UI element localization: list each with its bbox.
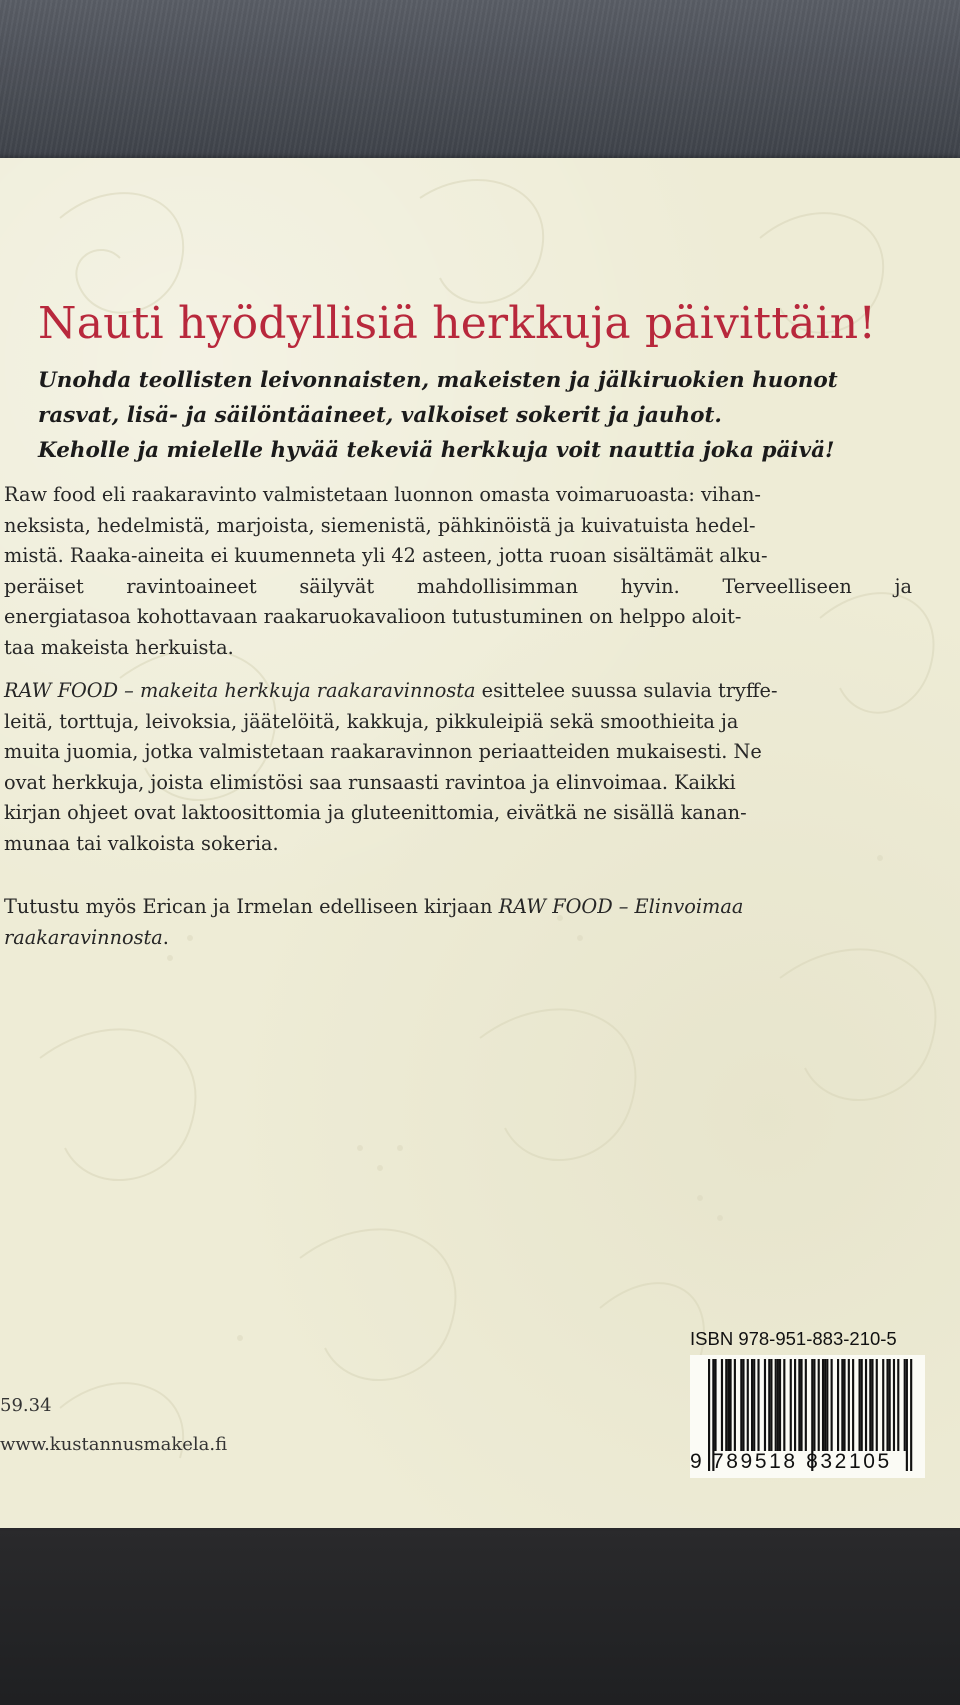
barcode-bar — [757, 1359, 759, 1451]
barcode-bar — [764, 1359, 766, 1451]
barcode-bar — [805, 1359, 807, 1451]
barcode-bar — [841, 1359, 843, 1451]
barcode-bar — [826, 1359, 828, 1451]
barcode-bar — [869, 1359, 871, 1451]
barcode-bar — [798, 1359, 800, 1451]
barcode-bar — [775, 1359, 777, 1451]
library-class-number: 59.34 — [0, 1395, 52, 1416]
barcode-bar — [865, 1359, 867, 1451]
barcode-bar — [740, 1359, 742, 1451]
paragraph-line: taa makeista herkuista. — [4, 635, 234, 659]
barcode-bar — [876, 1359, 878, 1451]
barcode-bar — [813, 1359, 815, 1451]
barcode-bar — [893, 1359, 895, 1451]
intro-line: Keholle ja mielelle hyvää tekeviä herkkuja voit nauttia joka päivä! — [38, 438, 835, 463]
paragraph-line: neksista, hedelmistä, marjoista, siemenistä, pähkinöistä ja kuivatuista hedel- — [4, 513, 756, 537]
barcode-bar — [730, 1359, 732, 1451]
book-title-italic: RAW FOOD – makeita herkkuja raakaravinnosta — [4, 679, 476, 702]
barcode-bar — [861, 1359, 863, 1451]
book-back-cover — [0, 158, 960, 1528]
description-paragraph-2 — [4, 676, 912, 860]
paragraph-line: energiatasoa kohottavaan raakaruokavalioon tutustuminen on helppo aloit- — [4, 605, 742, 629]
barcode-bar — [906, 1359, 908, 1471]
barcode-bar — [794, 1359, 796, 1451]
barcode-bar — [790, 1359, 792, 1451]
headline: Nauti hyödyllisiä herkkuja päivittäin! — [38, 298, 877, 349]
previous-book-title-cont: raakaravinnosta — [4, 925, 163, 949]
paragraph-line: munaa tai valkoista sokeria. — [4, 831, 279, 855]
barcode-bar — [770, 1359, 772, 1451]
barcode-bar — [859, 1359, 861, 1451]
barcode-bar — [843, 1359, 845, 1451]
barcode-bar — [800, 1359, 802, 1451]
barcode-bar — [882, 1359, 884, 1451]
description-paragraph-1 — [4, 480, 912, 664]
barcode-bar — [889, 1359, 891, 1451]
barcode-bar — [753, 1359, 755, 1451]
barcode-bar — [904, 1359, 906, 1451]
barcode-bar — [768, 1359, 770, 1451]
intro-paragraph — [38, 363, 918, 468]
paragraph-line: kirjan ohjeet ovat laktoosittomia ja gluteenittomia, eivätkä ne sisällä kanan- — [4, 801, 747, 825]
paragraph-line — [4, 923, 912, 954]
isbn-barcode-block — [690, 1328, 925, 1478]
paragraph-line: ovat herkkuja, joista elimistösi saa runsaasti ravintoa ja elinvoimaa. Kaikki — [4, 770, 736, 794]
isbn-label: ISBN 978-951-883-210-5 — [690, 1328, 897, 1349]
intro-line: Unohda teollisten leivonnaisten, makeisten ja jälkiruokien huonot — [38, 368, 838, 393]
intro-line: rasvat, lisä- ja säilöntäaineet, valkoiset sokerit ja jauhot. — [38, 403, 722, 428]
barcode-bar — [871, 1359, 873, 1451]
barcode-bar — [708, 1359, 710, 1471]
barcode-bar — [848, 1359, 850, 1451]
paragraph-line: Raw food eli raakaravinto valmistetaan luonnon omasta voimaruoasta: vihan- — [4, 483, 761, 506]
barcode-bar — [779, 1359, 781, 1451]
barcode-bar — [751, 1359, 753, 1451]
barcode-bar — [742, 1359, 744, 1451]
paragraph-line: leitä, torttuja, leivoksia, jäätelöitä, kakkuja, pikkuleipiä sekä smoothieita ja — [4, 709, 739, 733]
paragraph-line: mistä. Raaka-aineita ei kuumenneta yli 42 asteen, jotta ruoan sisältämät alku- — [4, 544, 768, 568]
table-surface-top — [0, 0, 960, 160]
barcode-bar — [822, 1359, 824, 1451]
paragraph-line-rest: esittelee suussa sulavia tryffe- — [475, 679, 778, 702]
barcode-digit-rest: 789518 832105 — [712, 1450, 892, 1473]
barcode-bar — [721, 1359, 723, 1451]
barcode-bar — [747, 1359, 749, 1451]
paragraph-line: peräiset ravintoaineet säilyvät mahdollisimman hyvin. Terveelliseen ja — [4, 574, 912, 598]
barcode-digit-first: 9 — [690, 1450, 703, 1473]
barcode-bar — [783, 1359, 785, 1451]
paragraph-line — [4, 892, 912, 923]
barcode-bar — [734, 1359, 736, 1451]
barcode-bar — [824, 1359, 826, 1451]
paragraph-line: muita juomia, jotka valmistetaan raakaravinnon periaatteiden mukaisesti. Ne — [4, 740, 762, 764]
paragraph-line — [4, 676, 912, 707]
barcode-bar — [714, 1359, 716, 1451]
barcode-bar — [852, 1359, 854, 1451]
barcode-bar — [897, 1359, 899, 1451]
barcode-bar — [777, 1359, 779, 1451]
previous-book-title: RAW FOOD – Elinvoimaa — [498, 895, 744, 918]
paragraph-period: . — [162, 925, 169, 949]
barcode-bar — [725, 1359, 727, 1451]
table-surface-bottom — [0, 1525, 960, 1705]
barcode-bar — [910, 1359, 912, 1471]
barcode-bar — [818, 1359, 820, 1451]
barcode-bar — [727, 1359, 729, 1451]
barcode-bar — [837, 1359, 839, 1451]
paragraph-plain-text: Tutustu myös Erican ja Irmelan edelliseen kirjaan — [4, 895, 499, 918]
description-paragraph-3 — [4, 892, 912, 953]
barcode-bar — [886, 1359, 888, 1451]
publisher-website: www.kustannusmakela.fi — [0, 1434, 228, 1455]
barcode-bar — [831, 1359, 833, 1451]
